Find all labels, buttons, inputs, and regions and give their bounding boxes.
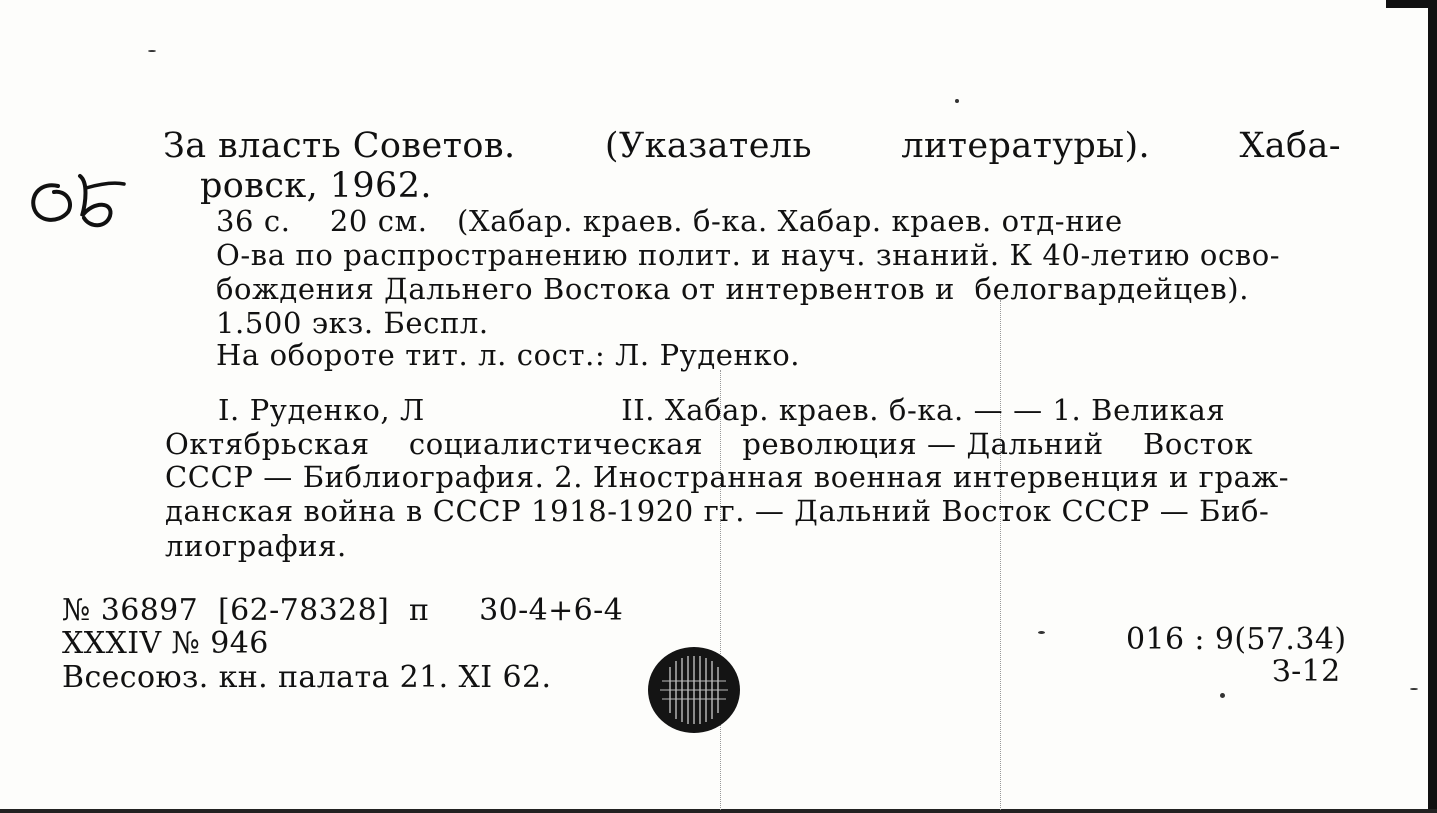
fold-line xyxy=(1000,300,1002,810)
title-continuation: ровск, 1962. xyxy=(200,166,432,206)
tracing-line: Октябрьская социалистическая революция — Дальний Восток xyxy=(165,427,1254,461)
description-line: О-ва по распространению полит. и науч. знаний. К 40-летию осво- xyxy=(216,238,1281,272)
handwritten-mark-icon xyxy=(28,172,128,234)
card-edge-right xyxy=(1428,0,1437,813)
description-line: На обороте тит. л. сост.: Л. Руденко. xyxy=(216,338,801,372)
round-stamp-icon xyxy=(646,645,742,735)
description-line: 36 с. 20 см. (Хабар. краев. б-ка. Хабар. краев. отд-ние xyxy=(216,204,1123,238)
tracing-line: I. Руденко, Л II. Хабар. краев. б-ка. — — 1. Великая xyxy=(218,393,1226,427)
speck xyxy=(1410,688,1418,690)
title-part: За власть Советов. xyxy=(163,126,516,166)
card-edge-bottom xyxy=(0,809,1437,813)
title-part: Хаба- xyxy=(1239,126,1341,166)
classification-number: 016 : 9(57.34) xyxy=(1126,622,1347,657)
speck xyxy=(148,50,156,52)
description-line: бождения Дальнего Востока от интервентов и белогвардейцев). xyxy=(216,272,1250,306)
card-number-line: № 36897 [62-78328] п 30-4+6-4 xyxy=(62,593,624,628)
tracing-line: лиография. xyxy=(165,529,347,563)
tracing-line: СССР — Библиография. 2. Иностранная военная интервенция и граж- xyxy=(165,460,1290,494)
tracing-line: данская война в СССР 1918-1920 гг. — Дальний Восток СССР — Биб- xyxy=(165,494,1270,528)
title-part: литературы). xyxy=(901,126,1151,166)
author-mark: З-12 xyxy=(1272,654,1341,689)
description-line: 1.500 экз. Беспл. xyxy=(216,306,489,340)
speck xyxy=(1220,693,1225,698)
speck xyxy=(1038,631,1045,634)
title-line xyxy=(163,126,1341,166)
register-line: XXXIV № 946 xyxy=(62,626,269,661)
title-part: (Указатель xyxy=(604,126,812,166)
speck xyxy=(955,99,959,103)
chamber-line: Всесоюз. кн. палата 21. XI 62. xyxy=(62,660,552,695)
